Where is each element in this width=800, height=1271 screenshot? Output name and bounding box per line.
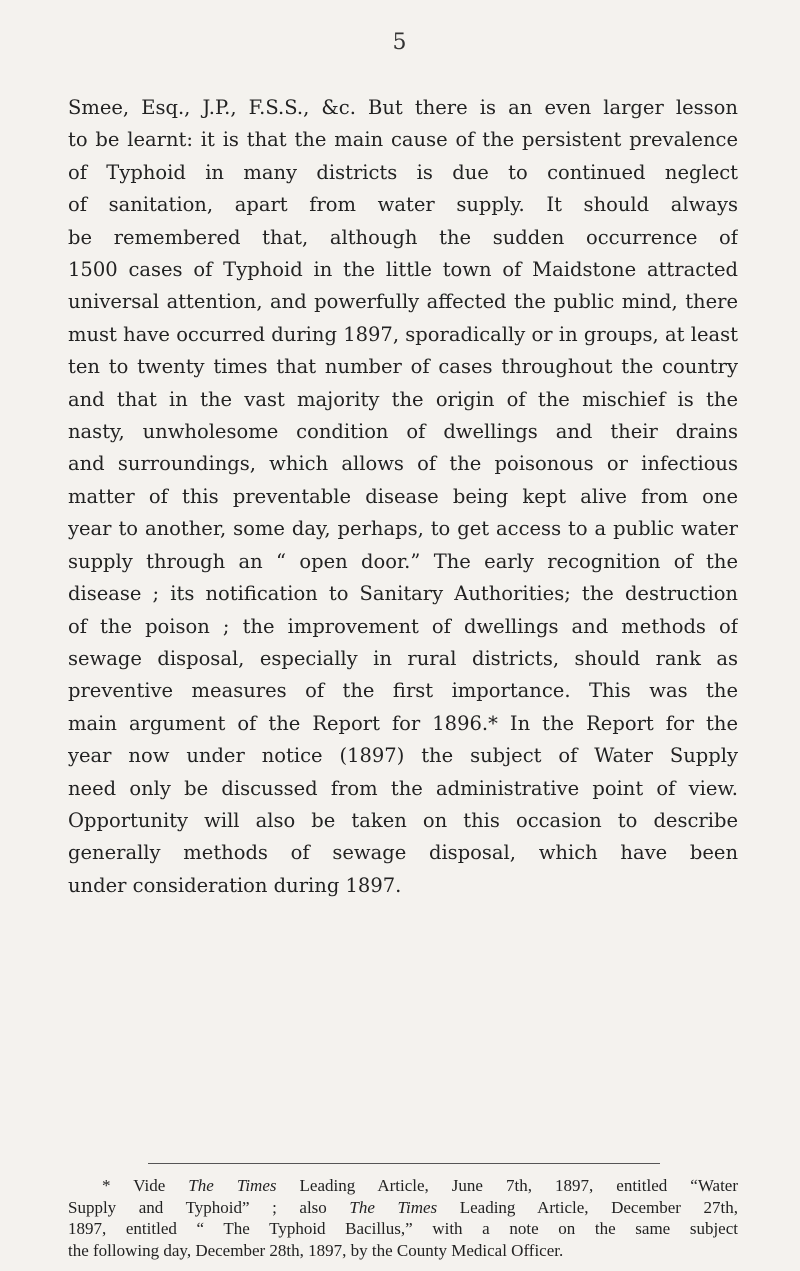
footnote-text: Leading Article, December 27th, [437,1197,738,1217]
body-line: year to another, some day, perhaps, to get access to a public water [68,517,738,541]
body-line: preventive measures of the first importance. This was the [68,679,738,703]
footnote-divider [148,1163,660,1164]
body-line: supply through an “ open door.” The early recognition of the [68,549,738,573]
footnote-line [68,1197,738,1219]
newspaper-title: The Times [188,1176,277,1195]
body-line: of the poison ; the improvement of dwellings and methods of [68,614,738,638]
body-line: year now under notice (1897) the subject of Water Supply [68,744,738,768]
body-line: must have occurred during 1897, sporadically or in groups, at least [68,322,738,346]
footnote-text: Supply and Typhoid” ; also [68,1197,350,1217]
body-line: main argument of the Report for 1896.* In the Report for the [68,711,738,735]
body-line: Opportunity will also be taken on this occasion to describe [68,808,738,832]
body-line: disease ; its notification to Sanitary Authorities; the destruction [68,582,738,606]
page-number: 5 [392,30,408,55]
body-line: be remembered that, although the sudden occurrence of [68,225,738,249]
body-line: ten to twenty times that number of cases throughout the country [68,355,738,379]
body-line: sewage disposal, especially in rural districts, should rank as [68,646,738,670]
body-line: need only be discussed from the administrative point of view. [68,776,738,800]
footnote-text: Leading Article, June 7th, 1897, entitled “Water [276,1176,738,1195]
footnote-text: * Vide [102,1176,189,1195]
body-line: to be learnt: it is that the main cause of the persistent prevalence [68,128,738,152]
body-line: universal attention, and powerfully affected the public mind, there [68,290,738,314]
footnote-line: the following day, December 28th, 1897, by the County Medical Officer. [68,1240,564,1260]
body-line: under consideration during 1897. [68,873,402,897]
body-line: Smee, Esq., J.P., F.S.S., &c. But there is an even larger lesson [68,96,738,119]
body-line: of Typhoid in many districts is due to continued neglect [68,160,738,184]
footnote [68,1175,738,1261]
footnote-line [68,1175,738,1197]
body-line: nasty, unwholesome condition of dwellings and their drains [68,420,738,444]
body-line: 1500 cases of Typhoid in the little town of Maidstone attracted [68,258,738,282]
footnote-line: 1897, entitled “ The Typhoid Bacillus,” with a note on the same subject [68,1219,738,1238]
body-line: of sanitation, apart from water supply. It should always [68,193,738,217]
newspaper-title: The Times [349,1197,438,1217]
body-line: matter of this preventable disease being kept alive from one [68,484,738,508]
body-line: and surroundings, which allows of the poisonous or infectious [68,452,738,476]
body-paragraph [68,92,738,902]
body-line: and that in the vast majority the origin of the mischief is the [68,387,738,411]
body-line: generally methods of sewage disposal, which have been [68,841,738,865]
